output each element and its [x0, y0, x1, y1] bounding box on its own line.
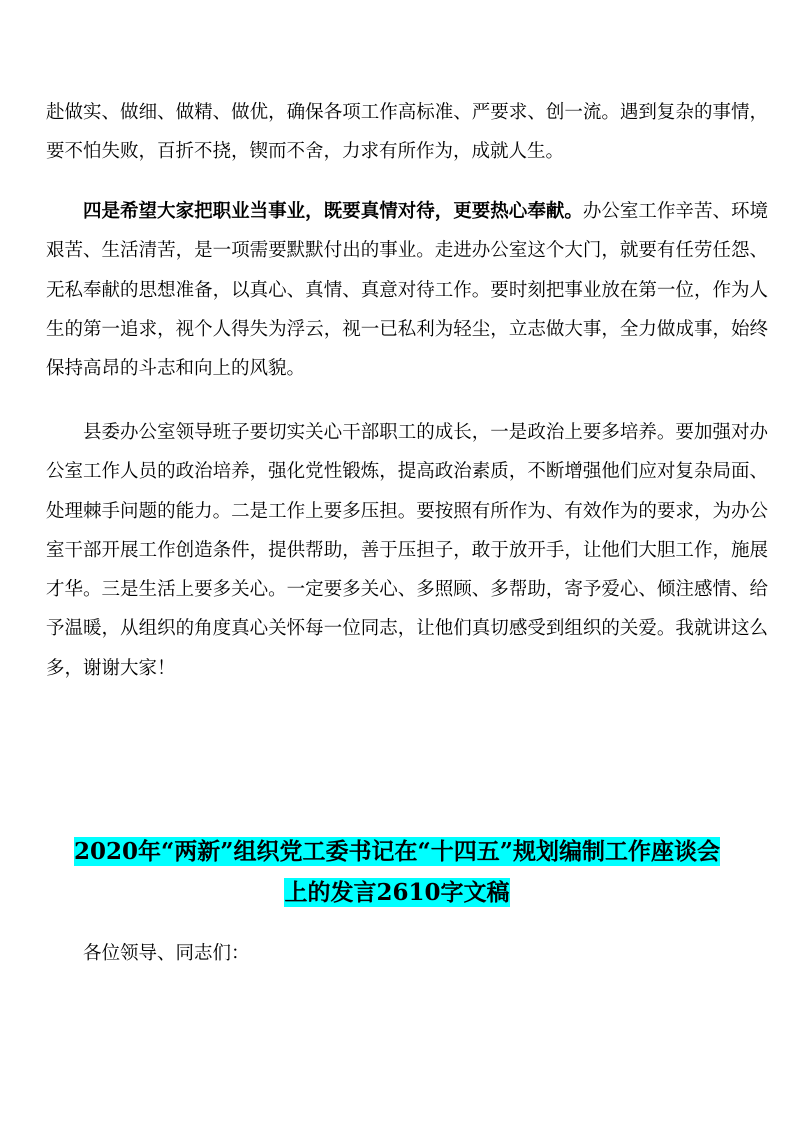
- paragraph-1: 赴做实、做细、做精、做优，确保各项工作高标准、严要求、创一流。遇到复杂的事情，要不怕失败，百折不挠，锲而不舍，力求有所作为，成就人生。: [46, 102, 768, 163]
- section-title-line-1: 2020年“两新”组织党工委书记在“十四五”规划编制工作座谈会: [74, 838, 720, 865]
- section-title-line-2: 上的发言2610字文稿: [284, 879, 510, 906]
- paragraph-3: 县委办公室领导班子要切实关心干部职工的成长，一是政治上要多培养。要加强对办公室工作人员的政治培养，强化党性锻炼，提高政治素质，不断增强他们应对复杂局面、处理棘手问题的能力。二是工作上要多压担。要按照有所作为、有效作为的要求，为办公室干部开展工作创造条件，提供帮助，善于压担子，敢于放开手，让他们大胆工作，施展才华。三是生活上要多关心。一定要多关心、多照顾、多帮助，寄予爱心、倾注感情、给予温暖，从组织的角度真心关怀每一位同志，让他们真切感受到组织的关爱。我就讲这么多，谢谢大家！: [46, 422, 768, 679]
- paragraph-2-body: 办公室工作辛苦、环境艰苦、生活清苦，是一项需要默默付出的事业。走进办公室这个大门，就要有任劳任怨、无私奉献的思想准备，以真心、真情、真意对待工作。要时刻把事业放在第一位，作为人生的第一追求，视个人得失为浮云，视一已私利为轻尘，立志做大事，全力做成事，始终保持高昂的斗志和向上的风貌。: [46, 201, 768, 380]
- paragraph-2-lead: 四是希望大家把职业当事业，既要真情对待，更要热心奉献。: [83, 201, 583, 222]
- paragraph-2: [46, 192, 768, 388]
- section-title: [40, 831, 754, 913]
- greeting-line: 各位领导、同志们：: [83, 943, 250, 964]
